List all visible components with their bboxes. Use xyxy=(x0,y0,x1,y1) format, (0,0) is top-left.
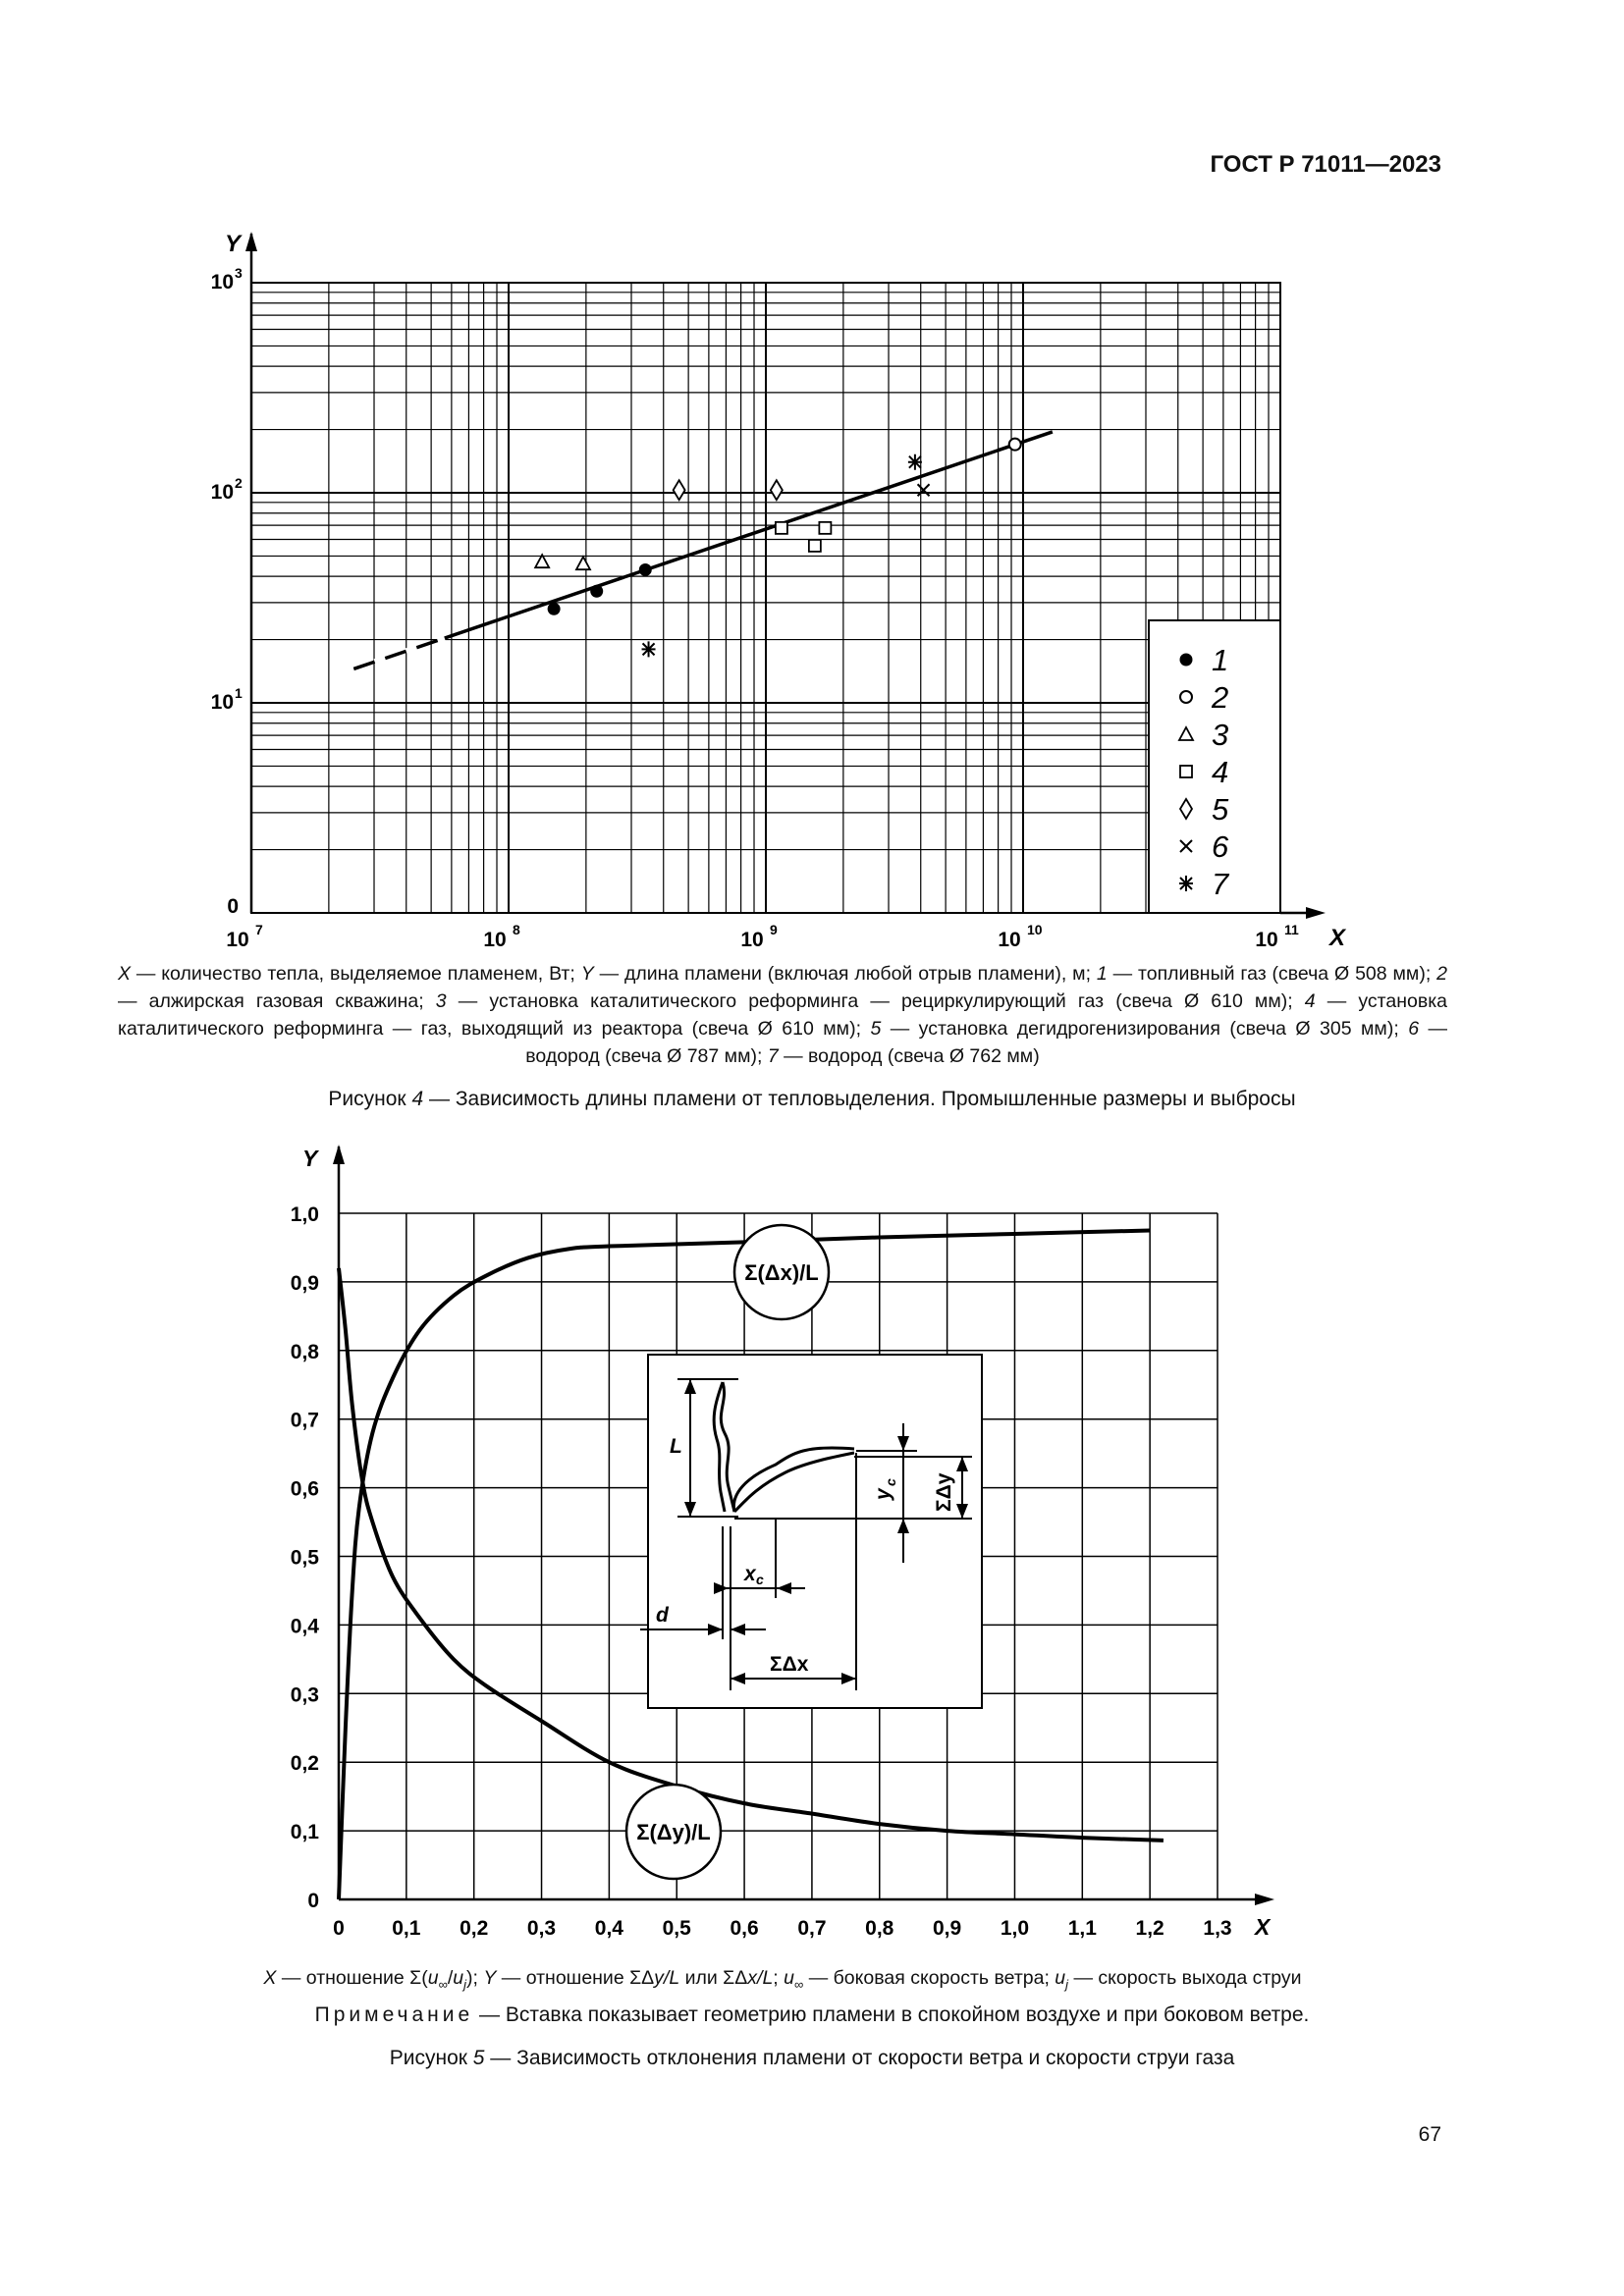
label-sum-dy: Σ(Δy)/L xyxy=(636,1820,711,1844)
inset-label-xc-sub: c xyxy=(756,1572,764,1587)
x-tick-label: 1,1 xyxy=(1067,1917,1097,1940)
y-tick-label: 1,0 xyxy=(290,1203,319,1226)
figure-4-caption: Рисунок 4 — Зависимость длины пламени от тепловыделения. Промышленные размеры и выбросы xyxy=(328,1088,1296,1110)
note-label: Примечание xyxy=(314,2003,474,2026)
y-tick-label: 10 xyxy=(210,691,234,714)
inset-label-sdy: ΣΔy xyxy=(933,1472,955,1512)
x-tick-label: 0,4 xyxy=(594,1917,623,1940)
legend-label-6: 6 xyxy=(1212,829,1229,864)
x-tick-label: 10 xyxy=(740,929,764,951)
x-tick-label: 0,9 xyxy=(933,1917,962,1940)
x-tick-exponent: 10 xyxy=(1027,922,1043,937)
x-axis-label: X xyxy=(1255,1914,1271,1940)
inset-label-d: d xyxy=(656,1604,669,1627)
x-tick-label: 10 xyxy=(998,929,1021,951)
y-tick-label: 0 xyxy=(227,895,239,918)
x-tick-label: 0,8 xyxy=(865,1917,894,1940)
x-tick-label: 1,2 xyxy=(1135,1917,1164,1940)
y-tick-label: 0,5 xyxy=(290,1546,319,1570)
x-tick-exponent: 11 xyxy=(1284,922,1299,937)
legend-label-4: 4 xyxy=(1212,755,1229,789)
y-tick-exponent: 2 xyxy=(235,475,243,491)
x-tick-label: 0,7 xyxy=(797,1917,827,1940)
document-id: ГОСТ Р 71011—2023 xyxy=(1210,151,1441,178)
inset-label-xc: x xyxy=(744,1563,756,1585)
legend-label-1: 1 xyxy=(1212,643,1229,677)
y-axis-arrow xyxy=(333,1145,345,1164)
x-tick-label: 10 xyxy=(226,929,249,951)
x-tick-label: 1,3 xyxy=(1203,1917,1232,1940)
x-tick-label: 10 xyxy=(483,929,507,951)
legend-label-2: 2 xyxy=(1212,680,1229,715)
figure-5-legend: X — отношение $\Sigma(u_\infty/u_j)$; Y — отношение ΣΔy/L или ΣΔx/L; $u_\infty$ — боковая скорость ветра; $u_j$ — скорость выхода струи xyxy=(263,1967,1302,1992)
y-tick-label: 10 xyxy=(210,271,234,294)
y-tick-label: 0,1 xyxy=(290,1821,319,1844)
x-axis-arrow xyxy=(1255,1894,1274,1905)
x-tick-label: 10 xyxy=(1255,929,1278,951)
x-tick-label: 1,0 xyxy=(1000,1917,1030,1940)
y-tick-exponent: 1 xyxy=(235,685,243,701)
y-tick-label: 0,2 xyxy=(290,1752,319,1776)
x-tick-label: 0,1 xyxy=(392,1917,421,1940)
x-axis-label: X xyxy=(1329,925,1346,951)
x-tick-label: 0,3 xyxy=(526,1917,557,1940)
y-tick-label: 0,6 xyxy=(290,1477,319,1501)
legend-label-7: 7 xyxy=(1212,867,1229,901)
y-tick-exponent: 3 xyxy=(235,265,243,281)
legend-label-3: 3 xyxy=(1212,718,1229,752)
page-number: 67 xyxy=(1418,2123,1441,2146)
legend-label-5: 5 xyxy=(1212,792,1229,827)
figure-4-legend: X — количество тепла, выделяемое пламенем, Вт; Y — длина пламени (включая любой отрыв пламени), м; 1 — топливный газ (свеча Ø 508 мм); 2 — алжирская газовая скважина; 3 — установка каталитического реформинга — рециркулирующий газ (свеча Ø 610 мм); 4 — установка каталитического реформинга — газ, выходящий из реактора (свеча Ø 610 мм); 5 — установка дегидрогенизирования (свеча Ø 305 мм); 6 — водород (свеча Ø 787 мм); 7 — водород (свеча Ø 762 мм) xyxy=(118,963,1447,1067)
x-tick-label: 0,2 xyxy=(460,1917,489,1940)
y-tick-label: 0 xyxy=(307,1890,319,1912)
inset-label-yc: y xyxy=(872,1488,894,1500)
x-tick-label: 0,5 xyxy=(662,1917,691,1940)
x-tick-label: 0,6 xyxy=(730,1917,759,1940)
x-tick-exponent: 7 xyxy=(255,922,263,937)
y-tick-label: 0,8 xyxy=(290,1340,319,1363)
x-tick-exponent: 9 xyxy=(770,922,778,937)
inset-label-sdx: ΣΔx xyxy=(770,1653,809,1676)
y-tick-label: 0,9 xyxy=(290,1271,319,1295)
x-tick-label: 0 xyxy=(333,1917,345,1940)
y-tick-label: 10 xyxy=(210,481,234,504)
figure-5-caption: Рисунок 5 — Зависимость отклонения пламени от скорости ветра и скорости струи газа xyxy=(389,2047,1235,2069)
inset-frame xyxy=(648,1355,982,1708)
y-tick-label: 0,3 xyxy=(290,1683,319,1707)
label-sum-dx: Σ(Δx)/L xyxy=(744,1260,819,1285)
figure-5-note: Примечание — Вставка показывает геометрию пламени в спокойном воздухе и при боковом ветре. xyxy=(314,2003,1310,2026)
inset-label-L: L xyxy=(670,1435,682,1458)
y-tick-label: 0,7 xyxy=(290,1409,319,1432)
inset-label-yc-sub: c xyxy=(883,1478,898,1486)
y-axis-label: Y xyxy=(225,231,242,257)
y-tick-label: 0,4 xyxy=(290,1615,319,1638)
y-axis-label: Y xyxy=(302,1146,318,1171)
x-tick-exponent: 8 xyxy=(513,922,520,937)
